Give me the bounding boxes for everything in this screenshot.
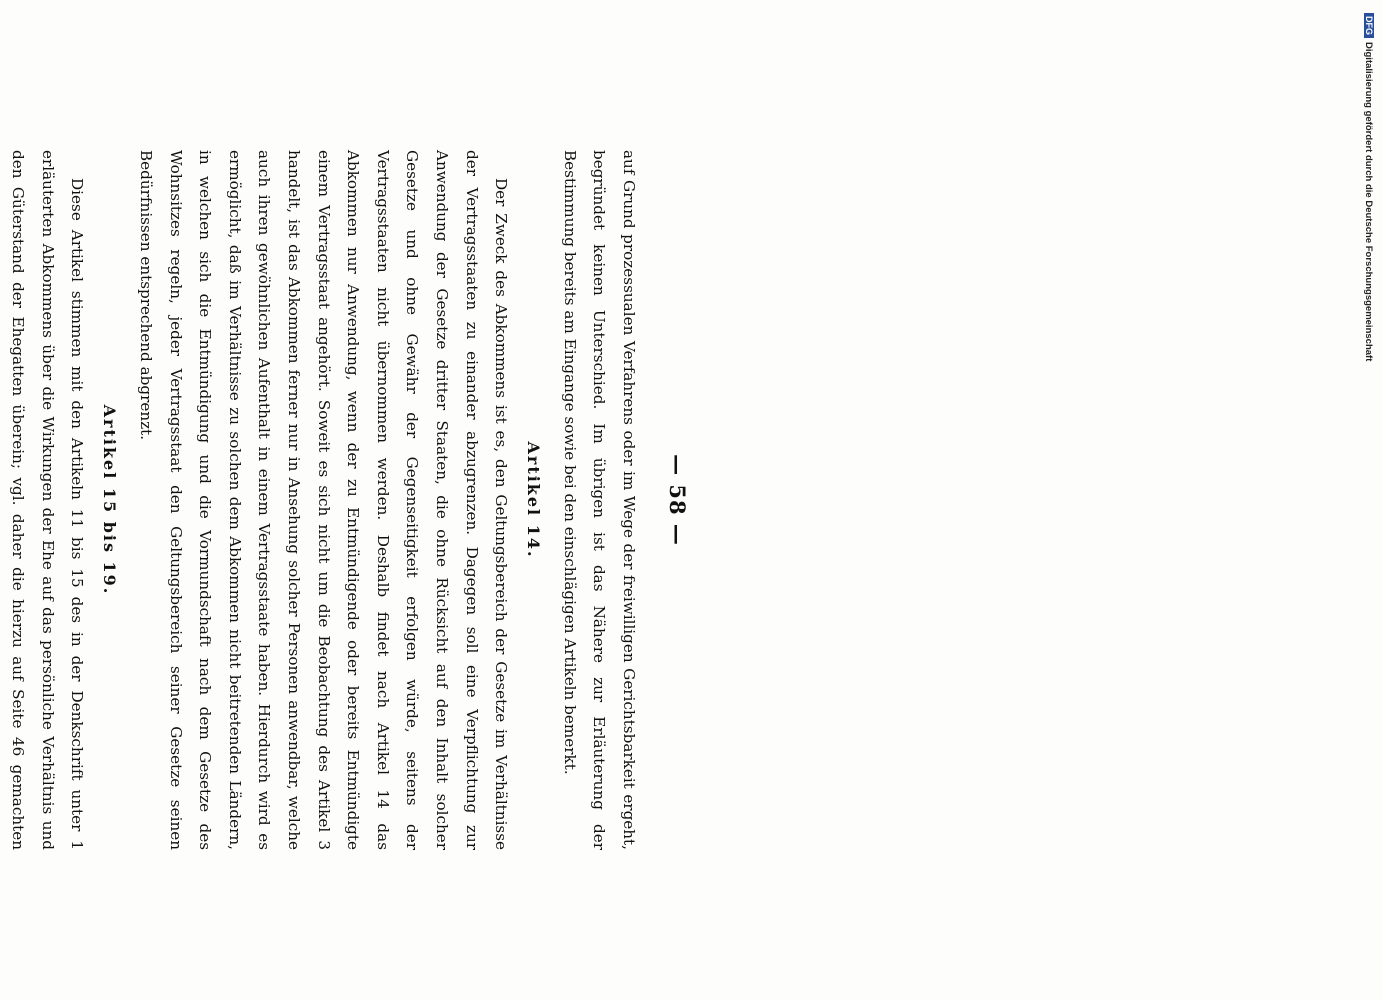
digitization-attribution [1363,13,1374,361]
articles-15-19-heading: Artikel 15 bis 19. [100,404,120,596]
page-number: — 58 — [665,454,690,546]
attribution-text: Digitalisierung gefördert durch die Deutsche Forschungsgemeinschaft [1363,42,1374,362]
dfg-logo: DFG [1364,13,1374,38]
lead-paragraph: auf Grund prozessualen Verfahrens oder im Wege der freiwilligen Gerichtsbarkeit ergeht, begründet keinen Unterschied. Im übrigen ist das Nähere zur Erläuterung der Bestimmung bereits am Eingange sowie bei den einschlägigen Artikeln bemerkt. [560,150,638,850]
articles-15-19-text: Diese Artikel stimmen mit den Artikeln 11 bis 15 des in der Denkschrift unter 1 erläuterten Abkommens über die Wirkungen der Ehe auf das persönliche Verhältnis und den Güterstand der Ehegatten überein; vgl. daher die hierzu auf Seite 46 gemachten [9,150,87,850]
article-14-heading: Artikel 14. [524,441,544,559]
article-14-text: Der Zweck des Abkommens ist es, den Geltungsbereich der Gesetze im Verhältnisse der Vertragsstaaten zu einander abzugrenzen. Dagegen soll eine Verpflichtung zur Anwendung der Gesetze dritter Staaten, die ohne Rücksicht auf den Inhalt solcher Gesetze und ohne Gewähr der Gegenseitigkeit erfolgen würde, seitens der Vertragsstaaten nicht übernommen werden. Deshalb findet nach Artikel 14 das Abkommen nur Anwendung, wenn der zu Entmündigende oder bereits Entmündigte einem Vertragsstaat angehört. Soweit es sich nicht um die Beobachtung des Artikel 3 handelt, ist das Abkommen ferner nur in Ansehung solcher Personen anwendbar, welche auch ihren gewöhnlichen Aufenthalt in einem Vertragsstaate haben. Hierdurch wird es ermöglicht, daß im Verhältnisse zu solchen dem Abkommen nicht beitretenden Ländern, in welchen sich die Entmündigung und die Vormundschaft nach dem Gesetze des Wohnsitzes regeln, jeder Vertragsstaat den Geltungsbereich seiner Gesetze seinen Bedürfnissen entsprechend abgrenzt. [137,150,511,850]
document-body [0,150,690,850]
